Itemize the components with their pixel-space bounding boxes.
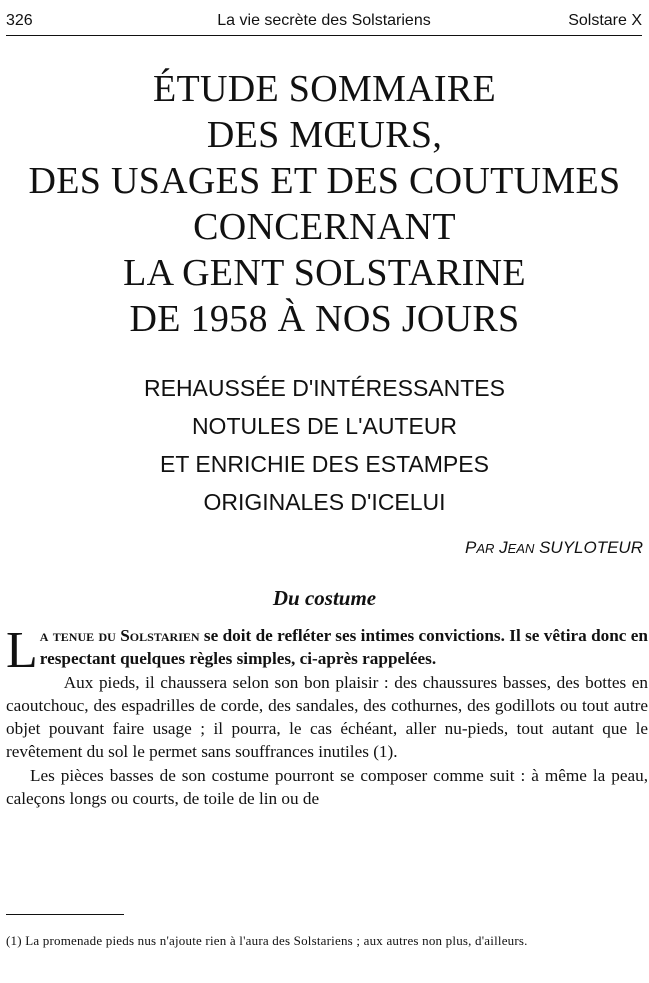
title-line: LA GENT SOLSTARINE — [123, 252, 526, 294]
title-line: CONCERNANT — [193, 206, 456, 248]
title-line: DE 1958 À NOS JOURS — [129, 298, 520, 340]
header-rule — [6, 35, 642, 36]
title-line: DES MŒURS, — [206, 114, 443, 156]
subtitle-line: ET ENRICHIE DES ESTAMPES — [160, 451, 489, 477]
article-subtitle — [0, 369, 649, 521]
article-title — [0, 66, 649, 342]
lead-in: a tenue du Solstarien — [39, 626, 200, 645]
footnote-rule — [6, 914, 124, 915]
title-line: ÉTUDE SOMMAIRE — [152, 68, 497, 110]
article-body — [6, 624, 648, 810]
drop-cap: L — [6, 622, 38, 679]
paragraph: Aux pieds, il chaussera selon son bon plaisir : des chaussures basses, des bottes en caoutchouc, des espadrilles de corde, des sandales, des cothurnes, des godillots ou tout autre objet pouvant faire usage ; il pourra, le cas échéant, aller nu-pieds, tout autant que le revêtement du sol le permet sans souffrances inutiles (1). — [6, 672, 648, 762]
paragraph-text: se doit de refléter ses intimes convictions. Il se vêtira donc en respectant quelques règles simples, ci-après rappelées. — [39, 626, 648, 669]
paragraph: Les pièces basses de son costume pourront se composer comme suit : à même la peau, caleçons longs ou courts, de toile de lin ou de — [6, 765, 648, 809]
footnote: (1) La promenade pieds nus n'ajoute rien à l'aura des Solstariens ; aux autres non plus, d'ailleurs. — [6, 933, 528, 948]
page-number: 326 — [6, 12, 33, 29]
issue-label: Solstare X — [568, 12, 642, 29]
subtitle-line: REHAUSSÉE D'INTÉRESSANTES — [144, 375, 505, 401]
author-first-rest: EAN — [507, 541, 535, 556]
author-surname: SUYLOTEUR — [539, 538, 643, 557]
byline-prefix-initial: P — [464, 538, 477, 557]
subtitle-line: ORIGINALES D'ICELUI — [203, 489, 446, 515]
running-header — [6, 10, 642, 34]
section-heading: Du costume — [272, 586, 377, 610]
author-byline — [465, 538, 643, 558]
paragraph — [6, 622, 648, 679]
byline-prefix-rest: AR — [476, 541, 495, 556]
author-first-initial: J — [499, 538, 508, 557]
subtitle-line: NOTULES DE L'AUTEUR — [191, 413, 458, 439]
title-line: DES USAGES ET DES COUTUMES — [28, 160, 621, 202]
running-title: La vie secrète des Solstariens — [217, 12, 431, 29]
